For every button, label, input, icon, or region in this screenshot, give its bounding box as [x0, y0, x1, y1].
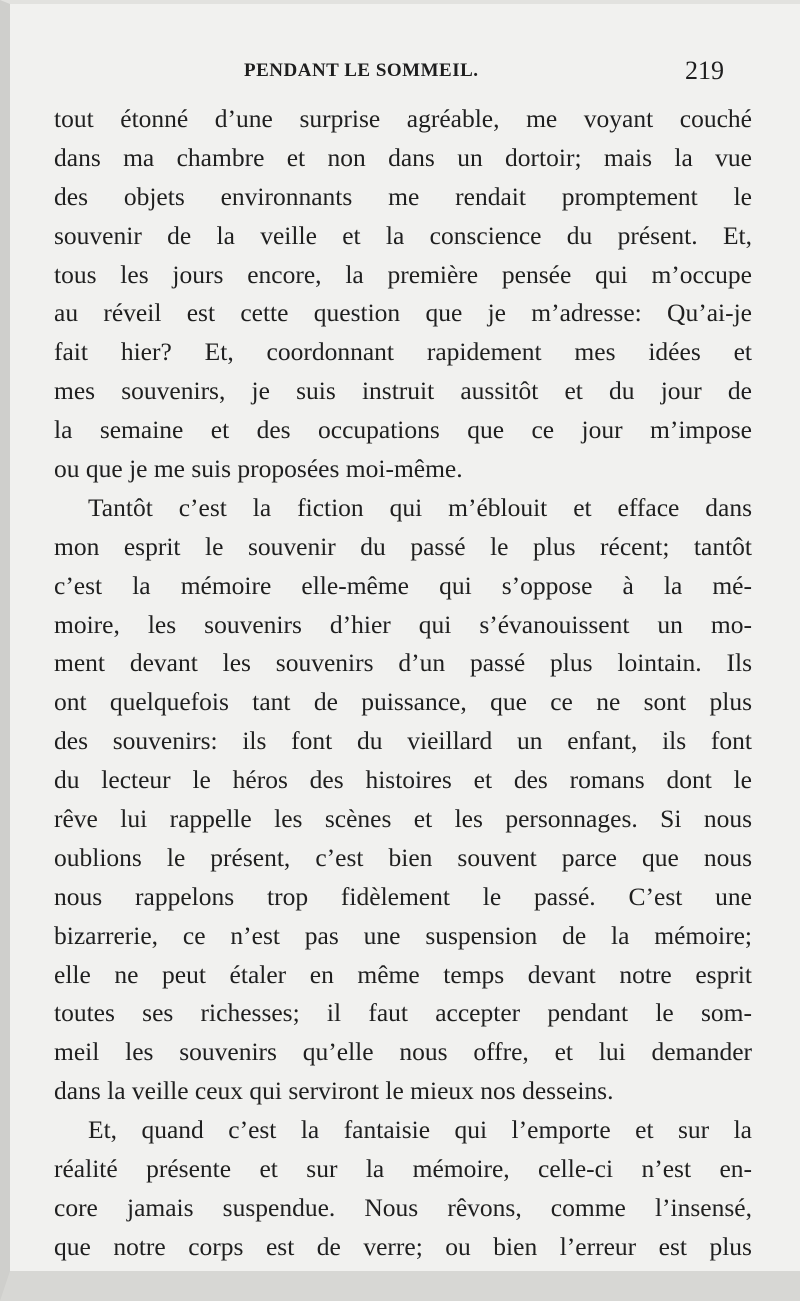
text-line: au réveil est cette question que je m’adresse: Qu’ai-je: [54, 298, 752, 328]
text-line: des souvenirs: ils font du vieillard un enfant, ils font: [54, 726, 752, 756]
text-line: des objets environnants me rendait promptement le: [54, 181, 752, 211]
text-line: core jamais suspendue. Nous rêvons, comme l’insensé,: [54, 1192, 752, 1222]
running-head: PENDANT LE SOMMEIL.: [244, 60, 479, 81]
text-line: tout étonné d’une surprise agréable, me voyant couché: [54, 104, 752, 133]
text-line: ou que je me suis proposées moi-même.: [54, 454, 463, 484]
text-line: bizarrerie, ce n’est pas une suspension de la mémoire;: [54, 920, 752, 950]
text-line: rêve lui rappelle les scènes et les personnages. Si nous: [54, 804, 752, 834]
text-line: mon esprit le souvenir du passé le plus récent; tantôt: [54, 531, 752, 561]
text-line: toutes ses richesses; il faut accepter pendant le som-: [54, 998, 752, 1028]
text-line: que notre corps est de verre; ou bien l’erreur est plus: [54, 1231, 752, 1261]
text-line: oublions le présent, c’est bien souvent parce que nous: [54, 842, 752, 872]
page-header: [10, 56, 800, 92]
text-line: Et, quand c’est la fantaisie qui l’emporte et sur la: [88, 1115, 752, 1145]
text-line: tous les jours encore, la première pensée qui m’occupe: [54, 259, 752, 289]
page-number: 219: [685, 56, 724, 85]
text-line: la semaine et des occupations que ce jour m’impose: [54, 415, 752, 445]
text-line: Tantôt c’est la fiction qui m’éblouit et efface dans: [88, 492, 752, 522]
body-text: [54, 100, 752, 1267]
text-line: c’est la mémoire elle-même qui s’oppose à la mé-: [54, 570, 752, 600]
text-line: nous rappelons trop fidèlement le passé. C’est une: [54, 881, 752, 911]
text-line: fait hier? Et, coordonnant rapidement mes idées et: [54, 337, 752, 367]
text-line: elle ne peut étaler en même temps devant notre esprit: [54, 959, 752, 989]
text-line: réalité présente et sur la mémoire, celle-ci n’est en-: [54, 1154, 752, 1184]
text-line: ont quelquefois tant de puissance, que ce ne sont plus: [54, 687, 752, 717]
text-line: du lecteur le héros des histoires et des romans dont le: [54, 765, 752, 795]
text-line: ment devant les souvenirs d’un passé plus lointain. Ils: [54, 648, 752, 678]
text-line: dans la veille ceux qui serviront le mieux nos desseins.: [54, 1076, 614, 1106]
text-line: souvenir de la veille et la conscience du présent. Et,: [54, 220, 752, 250]
text-line: moire, les souvenirs d’hier qui s’évanouissent un mo-: [54, 609, 752, 639]
text-line: dans ma chambre et non dans un dortoir; mais la vue: [54, 142, 752, 172]
text-line: meil les souvenirs qu’elle nous offre, et lui demander: [54, 1037, 752, 1067]
text-line: mes souvenirs, je suis instruit aussitôt et du jour de: [54, 376, 752, 406]
